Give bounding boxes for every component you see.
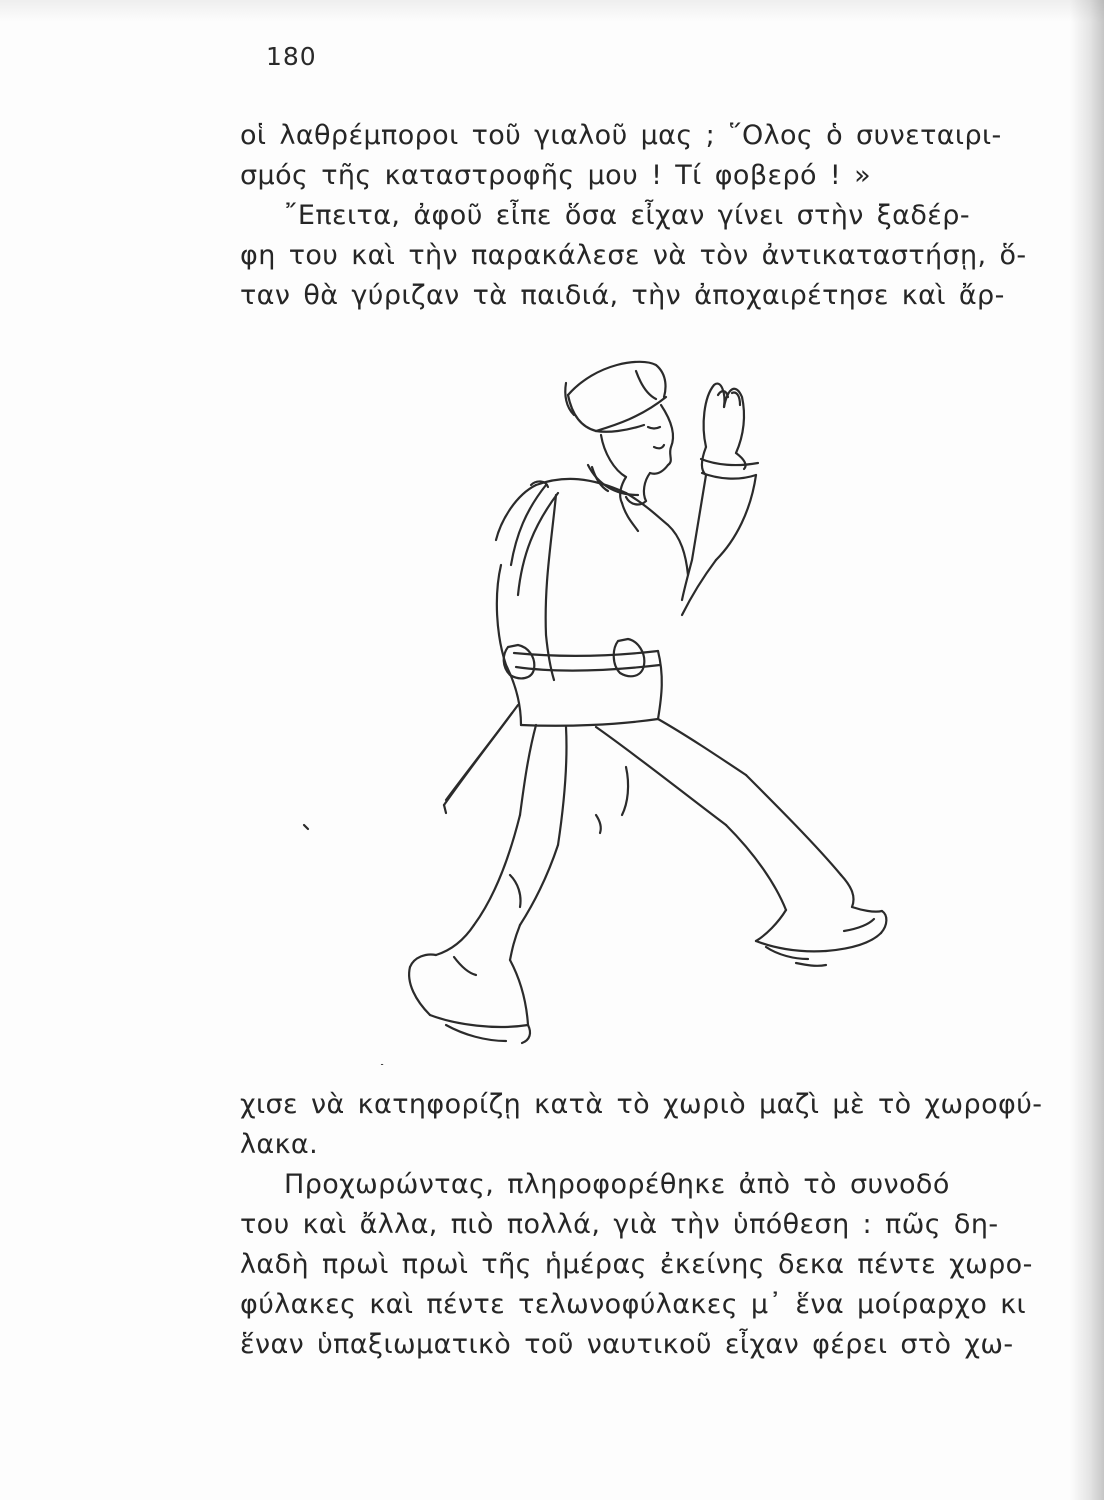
text-line: οἱ λαθρέμποροι τοῦ γιαλοῦ μας ; ῞Ολος ὁ συνεταιρι- [240, 120, 1002, 151]
text-line: σμός τῆς καταστροφῆς μου ! Τί φοβερό ! » [240, 160, 872, 191]
text-line: ῎Επειτα, ἀφοῦ εἶπε ὅσα εἶχαν γίνει στὴν ξαδέρ- [284, 200, 970, 231]
page-top-shadow [0, 0, 1104, 22]
text-line: ἕναν ὑπαξιωματικὸ τοῦ ναυτικοῦ εἶχαν φέρει στὸ χω- [240, 1329, 1014, 1360]
text-line: ταν θὰ γύριζαν τὰ παιδιά, τὴν ἀποχαιρέτησε καὶ ἄρ- [240, 280, 1005, 311]
page-number: 180 [266, 42, 317, 71]
text-line: του καὶ ἄλλα, πιὸ πολλά, γιὰ τὴν ὑπόθεση : πῶς δη- [240, 1209, 999, 1240]
text-line: λακα. [240, 1129, 319, 1160]
text-line: φύλακες καὶ πέντε τελωνοφύλακες μ᾽ ἕνα μοίραρχο κι [240, 1289, 1027, 1320]
text-line: χισε νὰ κατηφορίζῃ κατὰ τὸ χωριὸ μαζὶ μὲ τὸ χωροφύ- [240, 1089, 1043, 1120]
page-gutter-shadow [1070, 0, 1104, 1500]
bottom-paragraphs [240, 1085, 1046, 1365]
text-line: φη του καὶ τὴν παρακάλεσε νὰ τὸν ἀντικαταστήσῃ, ὅ- [240, 240, 1027, 271]
marching-soldier-drawing-icon [296, 335, 916, 1065]
top-paragraphs [240, 116, 1046, 316]
text-line: λαδὴ πρωὶ πρωὶ τῆς ἡμέρας ἐκείνης δεκα πέντε χωρο- [240, 1249, 1033, 1280]
text-line: Προχωρώντας, πληροφορέθηκε ἀπὸ τὸ συνοδό [284, 1169, 950, 1200]
